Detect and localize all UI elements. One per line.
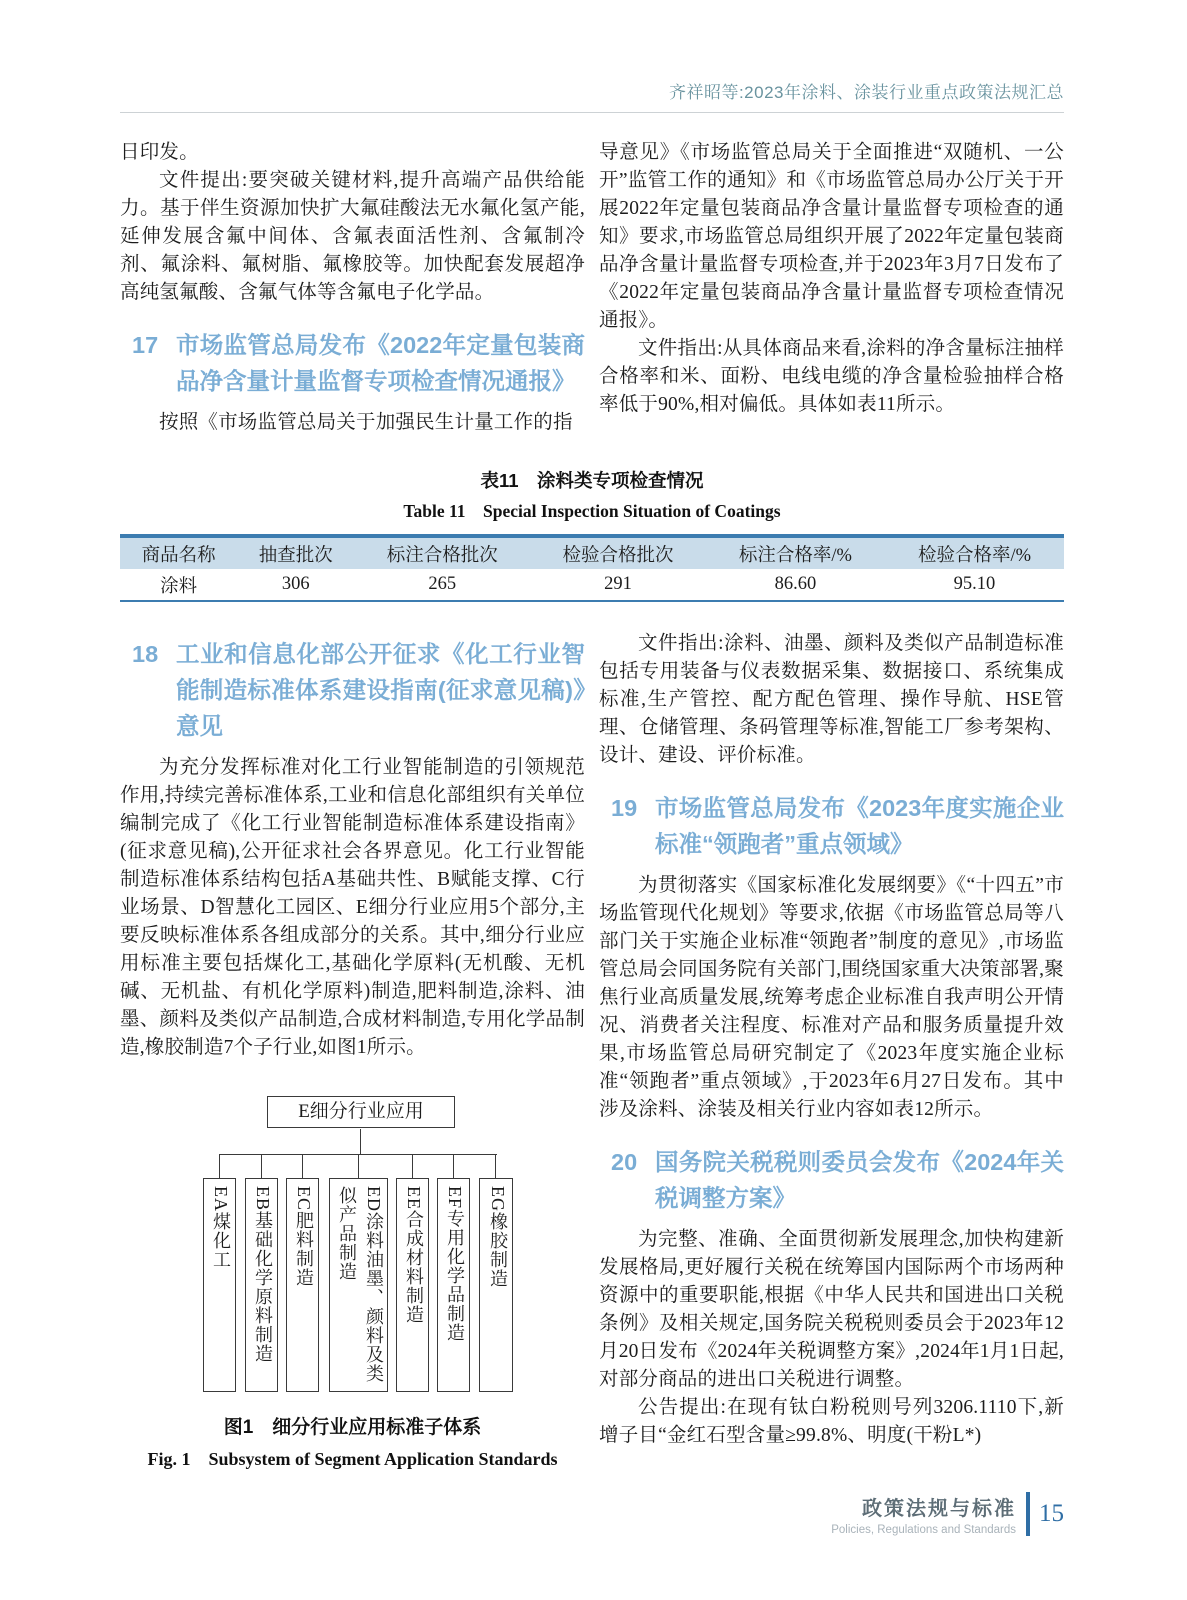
table-header-cell: 抽查批次 <box>258 545 333 566</box>
table-title-en: Table 11 Special Inspection Situation of Coatings <box>403 501 781 521</box>
right-column-2 <box>599 630 1064 1471</box>
paragraph: 为完整、准确、全面贯彻新发展理念,加快构建新发展格局,更好履行关税在统筹国内国际两个市场两种资源中的重要职能,根据《中华人民共和国进出口关税条例》及相关规定,国务院关税税则委员会于2023年12月20日发布《2024年关税调整方案》,2024年1月1日起,对部分商品的进出口关税进行调整。 <box>599 1229 1064 1390</box>
section-title: 市场监管总局发布《2023年度实施企业标准“领跑者”重点领域》 <box>655 795 1064 857</box>
table-11 <box>120 534 1064 602</box>
paragraph: 为贯彻落实《国家标准化发展纲要》《“十四五”市场监管现代化规划》等要求,依据《市场监管总局等八部门关于实施企业标准“领跑者”制度的意见》,市场监管总局会同国务院有关部门,围绕国家重大决策部署,聚焦行业高质量发展,统筹考虑企业标准自我声明公开情况、消费者关注程度、标准对产品和服务质量提升效果,市场监管总局研究制定了《2023年度实施企业标准“领跑者”重点领域》,于2023年6月27日发布。其中涉及涂料、涂装及相关行业内容如表12所示。 <box>599 875 1064 1120</box>
table-header-cell: 标注合格批次 <box>386 545 498 566</box>
page-footer <box>831 1492 1064 1536</box>
paragraph: 为充分发挥标准对化工行业智能制造的引领规范作用,持续完善标准体系,工业和信息化部组织有关单位编制完成了《化工行业智能制造标准体系建设指南》(征求意见稿),公开征求社会各界意见。化工行业智能制造标准体系结构包括A基础共性、B赋能支撑、C行业场景、D智慧化工园区、E细分行业应用5个部分,主要反映标准体系各组成部分的关系。其中,细分行业应用标准主要包括煤化工,基础化学原料(无机酸、无机碱、无机盐、有机化学原料)制造,肥料制造,涂料、油墨、颜料及类似产品制造,合成材料制造,专用化学品制造,橡胶制造7个子行业,如图1所示。 <box>120 757 585 1058</box>
diagram-connector <box>412 1154 413 1178</box>
table-cell: 86.60 <box>774 574 817 594</box>
content-row-1 <box>120 139 1064 437</box>
footer-section-label <box>831 1492 1016 1536</box>
diagram-connector <box>360 1129 361 1154</box>
content-row-2 <box>120 630 1064 1471</box>
paragraph: 按照《市场监管总局关于加强民生计量工作的指 <box>159 412 573 433</box>
section-title: 工业和信息化部公开征求《化工行业智能制造标准体系建设指南(征求意见稿)》意见 <box>176 641 585 739</box>
paragraph: 公告提出:在现有钛白粉税则号列3206.1110下,新增子目“金红石型含量≥99.8%、明度(干粉L*) <box>599 1397 1064 1446</box>
diagram-child-box: EA煤化工 <box>203 1178 236 1392</box>
paragraph: 日印发。 <box>120 142 199 163</box>
diagram-child-box: EG橡胶制造 <box>479 1178 513 1392</box>
figure-caption-en: Fig. 1 Subsystem of Segment Application Standards <box>147 1449 558 1469</box>
section-title: 市场监管总局发布《2022年定量包装商品净含量计量监督专项检查情况通报》 <box>176 332 585 394</box>
page-number: 15 <box>1039 1500 1064 1527</box>
diagram-connector <box>302 1154 303 1178</box>
diagram-connector <box>219 1154 220 1178</box>
table-cell: 265 <box>428 574 457 594</box>
section-20-heading <box>599 1144 1064 1216</box>
table-header-cell: 标注合格率/% <box>738 545 852 566</box>
diagram-connector <box>453 1154 454 1178</box>
table-11-block <box>120 467 1064 602</box>
table-header-cell: 商品名称 <box>141 545 216 566</box>
section-number: 17 <box>132 332 159 358</box>
table-header-row <box>120 536 1064 569</box>
footer-section-cn: 政策法规与标准 <box>862 1498 1016 1520</box>
diagram-child-box: EE合成材料制造 <box>396 1178 429 1392</box>
table-cell: 291 <box>604 574 632 594</box>
footer-section-en: Policies, Regulations and Standards <box>831 1524 1016 1536</box>
paragraph: 文件指出:从具体商品来看,涂料的净含量标注抽样合格率和米、面粉、电线电缆的净含量检验抽样合格率低于90%,相对偏低。具体如表11所示。 <box>599 338 1064 415</box>
diagram-child-box: EF专用化学品制造 <box>437 1178 470 1392</box>
diagram-child-box: ED涂料油墨、颜料及类似产品制造 <box>329 1178 388 1392</box>
table-header-cell: 检验合格批次 <box>562 545 674 566</box>
running-header <box>120 78 1064 113</box>
left-column-2 <box>120 630 585 1471</box>
figure-caption-cn: 图1 细分行业应用标准子体系 <box>223 1417 482 1438</box>
table-cell: 95.10 <box>953 574 996 594</box>
diagram-connector <box>495 1154 496 1178</box>
diagram-child-box: EB基础化学原料制造 <box>245 1178 278 1392</box>
left-column-1 <box>120 139 585 437</box>
section-title: 国务院关税税则委员会发布《2024年关税调整方案》 <box>655 1149 1064 1211</box>
diagram-root-box: E细分行业应用 <box>267 1096 455 1128</box>
section-number: 19 <box>611 795 638 821</box>
section-18-heading <box>120 636 585 744</box>
diagram-connector <box>261 1154 262 1178</box>
diagram-child-box: EC肥料制造 <box>286 1178 319 1392</box>
section-19-heading <box>599 790 1064 862</box>
section-number: 20 <box>611 1149 638 1175</box>
section-number: 18 <box>132 641 159 667</box>
table-cell: 306 <box>281 574 310 594</box>
paragraph: 文件提出:要突破关键材料,提升高端产品供给能力。基于伴生资源加快扩大氟硅酸法无水氟化氢产能,延伸发展含氟中间体、含氟表面活性剂、含氟制冷剂、氟涂料、氟树脂、氟橡胶等。加快配套发展超净高纯氢氟酸、含氟气体等含氟电子化学品。 <box>120 170 585 303</box>
figure1-diagram <box>120 1076 585 1394</box>
table-cell: 涂料 <box>160 576 198 597</box>
running-title: 齐祥昭等:2023年涂料、涂装行业重点政策法规汇总 <box>668 83 1064 102</box>
right-column-1 <box>599 139 1064 437</box>
paragraph: 导意见》《市场监管总局关于全面推进“双随机、一公开”监管工作的通知》和《市场监管总局办公厅关于开展2022年定量包装商品净含量计量监督专项检查的通知》要求,市场监管总局组织开展了2022年定量包装商品净含量计量监督专项检查,并于2023年3月7日发布了《2022年定量包装商品净含量计量监督专项检查情况通报》。 <box>599 142 1064 331</box>
table-title-cn: 表11 涂料类专项检查情况 <box>480 470 704 491</box>
section-17-heading <box>120 327 585 399</box>
table-header-cell: 检验合格率/% <box>917 545 1031 566</box>
paragraph: 文件指出:涂料、油墨、颜料及类似产品制造标准包括专用装备与仪表数据采集、数据接口、系统集成标准,生产管控、配方配色管理、操作导航、HSE管理、仓储管理、条码管理等标准,智能工厂参考架构、设计、建设、评价标准。 <box>599 633 1064 766</box>
diagram-connector <box>358 1154 359 1178</box>
footer-divider-bar <box>1026 1492 1030 1536</box>
table-row <box>120 569 1064 601</box>
